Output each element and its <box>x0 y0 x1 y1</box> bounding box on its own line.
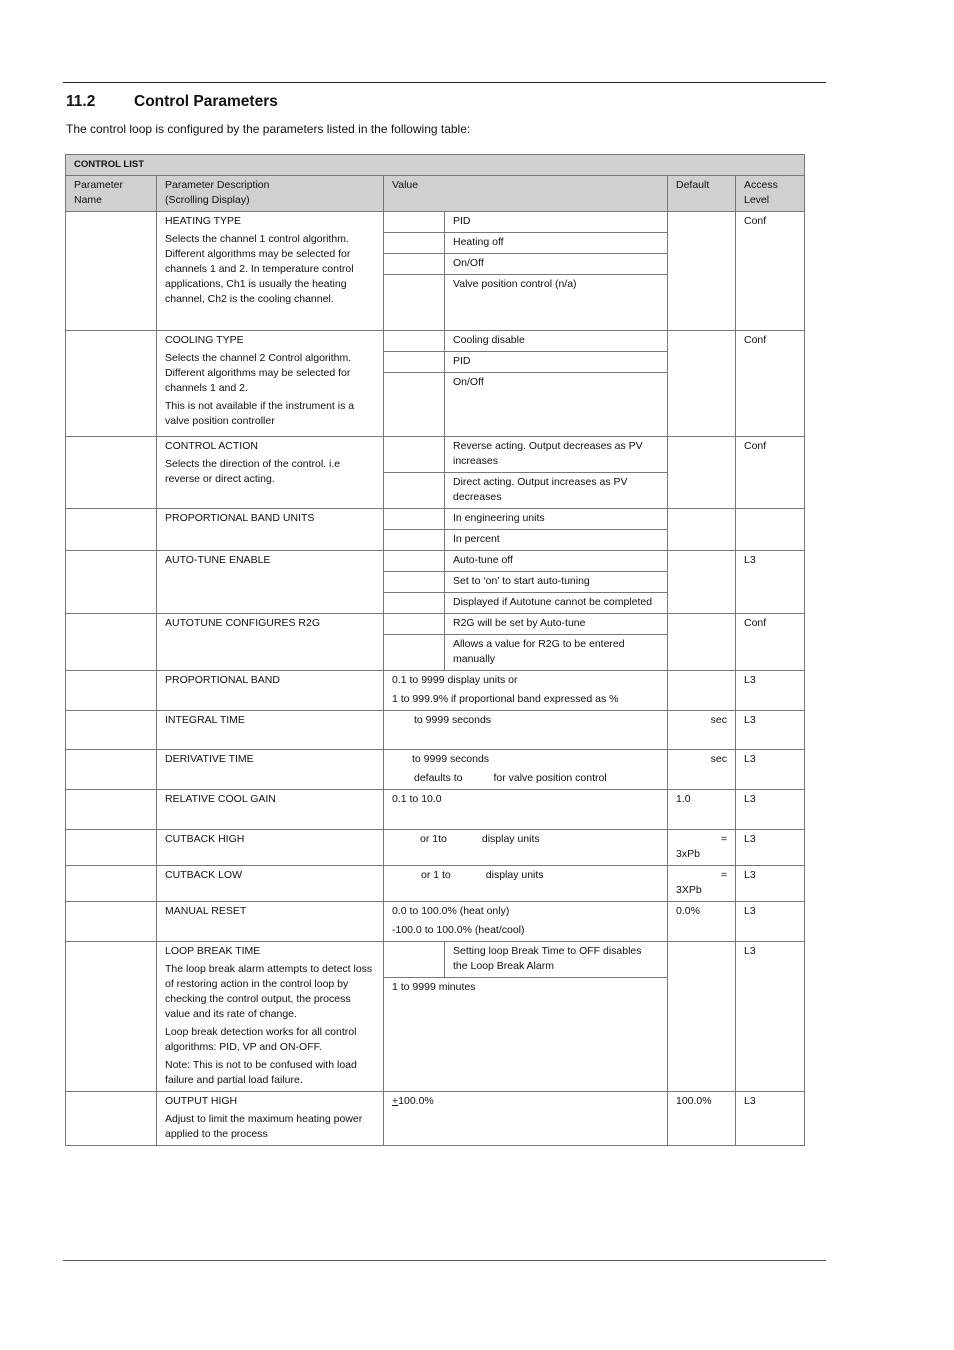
param-description: Selects the channel 2 Control algorithm. Different algorithms may be selected for channels 1 and 2. <box>165 352 352 394</box>
value-option <box>384 437 667 473</box>
value-option <box>384 233 667 254</box>
param-title: PROPORTIONAL BAND UNITS <box>165 512 315 524</box>
value-cell <box>384 1092 668 1146</box>
default-cell <box>668 830 736 866</box>
param-title: INTEGRAL TIME <box>165 714 245 726</box>
value-text-part: or 1to <box>420 833 447 845</box>
value-option <box>384 275 667 330</box>
value-cell <box>384 866 668 902</box>
param-description: The loop break alarm attempts to detect loss of restoring action in the control loop by checking the control output, the process value and its rate of change. <box>165 963 373 1020</box>
default-cell <box>668 212 736 331</box>
param-desc-cell <box>157 830 384 866</box>
param-description: Selects the direction of the control. i.e reverse or direct acting. <box>165 458 341 485</box>
param-description: Selects the channel 1 control algorithm. Different algorithms may be selected for channels 1 and 2. In temperature control applications, Ch1 is usually the heating channel, Ch2 is the cooling channel. <box>165 233 354 305</box>
access-cell: Conf <box>736 614 805 671</box>
access-cell: L3 <box>736 671 805 711</box>
value-cell <box>384 212 668 331</box>
value-cell <box>384 902 668 942</box>
param-desc-cell <box>157 750 384 790</box>
header-text: Access <box>744 179 778 191</box>
option-text: Direct acting. Output increases as PV decreases <box>453 476 628 503</box>
header-default: Default <box>668 176 736 212</box>
param-desc-cell <box>157 902 384 942</box>
value-option <box>384 593 667 613</box>
param-name-cell <box>66 437 157 509</box>
value-option <box>384 551 667 572</box>
value-option <box>384 352 667 373</box>
option-text: Heating off <box>453 236 504 248</box>
header-param-name <box>66 176 157 212</box>
param-title: MANUAL RESET <box>165 905 247 917</box>
default-cell: 1.0 <box>668 790 736 830</box>
table-header-row <box>66 176 805 212</box>
table-row <box>66 551 805 614</box>
value-text <box>392 771 659 786</box>
value-text: 100.0% <box>398 1095 434 1107</box>
default-cell <box>668 866 736 902</box>
value-option <box>384 530 667 550</box>
header-value: Value <box>384 176 668 212</box>
param-name-cell <box>66 509 157 551</box>
default-cell <box>668 551 736 614</box>
value-text-part: display units <box>485 869 544 881</box>
option-text: In engineering units <box>453 512 545 524</box>
param-title: DERIVATIVE TIME <box>165 753 254 765</box>
access-cell: L3 <box>736 551 805 614</box>
value-text: 0.1 to 9999 display units or <box>392 674 518 686</box>
table-row <box>66 331 805 437</box>
default-text: 3XPb <box>676 884 702 896</box>
value-cell <box>384 671 668 711</box>
param-desc-cell <box>157 331 384 437</box>
value-text-part: for valve position control <box>493 772 607 784</box>
param-desc-cell <box>157 551 384 614</box>
param-name-cell <box>66 942 157 1092</box>
access-cell: L3 <box>736 942 805 1092</box>
option-text: On/Off <box>453 376 484 388</box>
value-option <box>384 572 667 593</box>
value-cell <box>384 711 668 750</box>
option-text: PID <box>453 355 471 367</box>
param-title: AUTOTUNE CONFIGURES R2G <box>165 617 320 629</box>
header-text: (Scrolling Display) <box>165 194 250 206</box>
option-text: In percent <box>453 533 500 545</box>
table-row <box>66 790 805 830</box>
param-title: CUTBACK LOW <box>165 869 243 881</box>
param-title: AUTO-TUNE ENABLE <box>165 554 271 566</box>
value-cell <box>384 830 668 866</box>
param-title: PROPORTIONAL BAND <box>165 674 280 686</box>
default-cell <box>668 614 736 671</box>
value-text: 1 to 999.9% if proportional band expressed as % <box>392 693 619 705</box>
value-cell <box>384 942 668 1092</box>
param-desc-cell <box>157 711 384 750</box>
param-description: Loop break detection works for all control algorithms: PID, VP and ON-OFF. <box>165 1026 357 1053</box>
value-cell <box>384 614 668 671</box>
param-desc-cell <box>157 790 384 830</box>
param-name-cell <box>66 331 157 437</box>
value-cell <box>384 437 668 509</box>
param-name-cell <box>66 671 157 711</box>
option-text: PID <box>453 215 471 227</box>
section-number: 11.2 <box>66 93 96 110</box>
param-desc-cell <box>157 614 384 671</box>
default-cell <box>668 437 736 509</box>
table-row <box>66 212 805 331</box>
access-cell <box>736 509 805 551</box>
value-cell <box>384 750 668 790</box>
default-text: = <box>720 833 727 845</box>
access-cell: Conf <box>736 212 805 331</box>
value-option <box>384 373 667 436</box>
param-title: LOOP BREAK TIME <box>165 945 261 957</box>
value-option <box>384 942 667 978</box>
param-name-cell <box>66 866 157 902</box>
param-name-cell <box>66 902 157 942</box>
param-title: RELATIVE COOL GAIN <box>165 793 276 805</box>
option-text: Valve position control (n/a) <box>453 278 577 290</box>
table-row <box>66 830 805 866</box>
access-cell: L3 <box>736 830 805 866</box>
param-name-cell <box>66 711 157 750</box>
value-text: 0.0 to 100.0% (heat only) <box>392 905 510 917</box>
section-heading <box>66 93 278 111</box>
value-option <box>384 635 667 670</box>
bottom-rule <box>63 1260 826 1261</box>
param-title: OUTPUT HIGH <box>165 1095 238 1107</box>
top-rule <box>63 82 826 83</box>
param-desc-cell <box>157 509 384 551</box>
value-option <box>384 509 667 530</box>
param-name-cell <box>66 614 157 671</box>
value-option <box>384 614 667 635</box>
header-text: Parameter <box>74 179 124 191</box>
param-desc-cell <box>157 866 384 902</box>
default-text: = <box>720 869 727 881</box>
default-cell <box>668 331 736 437</box>
param-desc-cell <box>157 942 384 1092</box>
value-text: to 9999 seconds <box>412 753 490 765</box>
param-title: CONTROL ACTION <box>165 440 258 452</box>
access-cell: L3 <box>736 750 805 790</box>
access-cell: Conf <box>736 331 805 437</box>
section-title: Control Parameters <box>134 93 278 110</box>
param-name-cell <box>66 1092 157 1146</box>
access-cell: L3 <box>736 711 805 750</box>
value-text: 1 to 9999 minutes <box>392 981 476 993</box>
table-row <box>66 671 805 711</box>
param-title: COOLING TYPE <box>165 334 244 346</box>
table-row <box>66 902 805 942</box>
option-text: Allows a value for R2G to be entered manually <box>453 638 625 665</box>
value-text-part: or 1 to <box>421 869 451 881</box>
option-text: R2G will be set by Auto-tune <box>453 617 586 629</box>
default-cell: 100.0% <box>668 1092 736 1146</box>
access-cell: L3 <box>736 1092 805 1146</box>
access-cell: L3 <box>736 902 805 942</box>
option-text: Reverse acting. Output decreases as PV increases <box>453 440 643 467</box>
table-row <box>66 866 805 902</box>
param-name-cell <box>66 750 157 790</box>
value-cell <box>384 331 668 437</box>
default-cell: sec <box>668 750 736 790</box>
param-desc-cell <box>157 437 384 509</box>
header-description <box>157 176 384 212</box>
default-text: 3xPb <box>676 848 700 860</box>
value-option <box>384 212 667 233</box>
param-name-cell <box>66 212 157 331</box>
header-text: Parameter Description <box>165 179 270 191</box>
value-text: to 9999 seconds <box>414 714 492 726</box>
access-cell: Conf <box>736 437 805 509</box>
value-option <box>384 254 667 275</box>
table-row <box>66 437 805 509</box>
option-text: Displayed if Autotune cannot be completed <box>453 596 653 608</box>
param-description: Adjust to limit the maximum heating power applied to the process <box>165 1113 363 1140</box>
value-option <box>384 473 667 508</box>
value-text-part: defaults to <box>414 772 463 784</box>
access-cell: L3 <box>736 866 805 902</box>
header-text: Level <box>744 194 770 206</box>
param-description: This is not available if the instrument is a valve position controller <box>165 400 355 427</box>
default-cell <box>668 942 736 1092</box>
value-text-part: display units <box>481 833 540 845</box>
param-title: CUTBACK HIGH <box>165 833 245 845</box>
option-text: Setting loop Break Time to OFF disables the Loop Break Alarm <box>453 945 642 972</box>
access-cell: L3 <box>736 790 805 830</box>
default-cell <box>668 671 736 711</box>
param-name-cell <box>66 551 157 614</box>
value-text: -100.0 to 100.0% (heat/cool) <box>392 924 525 936</box>
table-row <box>66 711 805 750</box>
plus-minus-sign: + <box>392 1095 399 1107</box>
option-text: Cooling disable <box>453 334 525 346</box>
default-cell: 0.0% <box>668 902 736 942</box>
param-desc-cell <box>157 1092 384 1146</box>
table-row <box>66 614 805 671</box>
list-title: CONTROL LIST <box>66 155 805 176</box>
value-cell: 0.1 to 10.0 <box>384 790 668 830</box>
param-desc-cell <box>157 212 384 331</box>
table-row <box>66 1092 805 1146</box>
option-text: On/Off <box>453 257 484 269</box>
section-intro: The control loop is configured by the parameters listed in the following table: <box>66 122 471 136</box>
header-text: Name <box>74 194 103 206</box>
default-cell <box>668 509 736 551</box>
param-name-cell <box>66 830 157 866</box>
option-text: Auto-tune off <box>453 554 513 566</box>
option-text: Set to ‘on’ to start auto-tuning <box>453 575 590 587</box>
value-cell <box>384 509 668 551</box>
table-row <box>66 750 805 790</box>
param-title: HEATING TYPE <box>165 215 242 227</box>
param-desc-cell <box>157 671 384 711</box>
table-row <box>66 509 805 551</box>
value-cell <box>384 551 668 614</box>
value-option <box>384 331 667 352</box>
control-list-table <box>65 154 805 1146</box>
param-name-cell <box>66 790 157 830</box>
header-access <box>736 176 805 212</box>
table-row <box>66 942 805 1092</box>
table-title-row <box>66 155 805 176</box>
param-description: Note: This is not to be confused with load failure and partial load failure. <box>165 1059 357 1086</box>
default-cell: sec <box>668 711 736 750</box>
